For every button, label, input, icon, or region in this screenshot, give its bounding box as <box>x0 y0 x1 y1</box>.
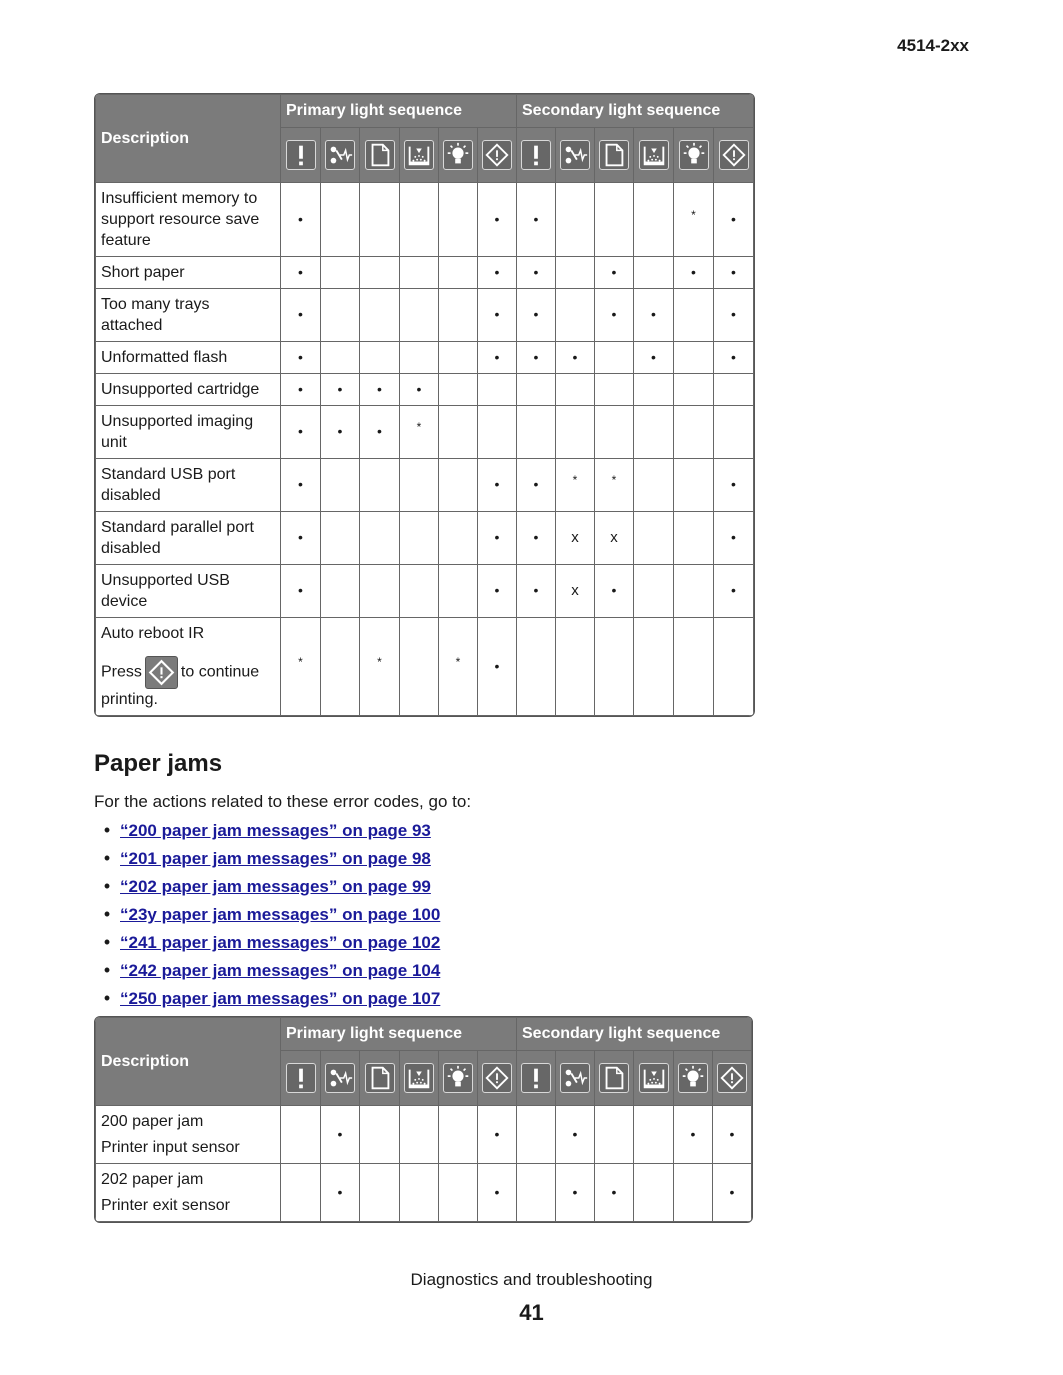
sequence-cell: • <box>478 459 517 512</box>
indicator-cell <box>517 128 556 183</box>
sequence-cell <box>360 1106 400 1164</box>
sequence-cell <box>634 183 674 257</box>
toner-icon <box>639 140 669 170</box>
indicator-cell <box>360 1051 400 1106</box>
sequence-cell <box>400 512 439 565</box>
start-icon <box>482 1063 512 1093</box>
indicator-cell <box>674 128 714 183</box>
sequence-cell: • <box>556 342 595 374</box>
description-header: Description <box>96 1018 281 1106</box>
sequence-cell <box>400 459 439 512</box>
supplies-icon <box>325 1063 355 1093</box>
indicator-cell <box>478 128 517 183</box>
sequence-cell <box>556 289 595 342</box>
sequence-cell <box>634 618 674 716</box>
sequence-cell: • <box>478 1164 517 1222</box>
sequence-cell <box>360 512 400 565</box>
indicator-cell <box>634 1051 674 1106</box>
press-text: Press <box>101 663 142 681</box>
bullet: • <box>103 876 111 896</box>
paper-jam-link[interactable]: “201 paper jam messages” on page 98 <box>120 849 431 868</box>
sequence-cell <box>517 1106 556 1164</box>
bullet: • <box>103 904 111 924</box>
supplies-icon <box>325 140 355 170</box>
sequence-cell: • <box>517 183 556 257</box>
indicator-cell <box>714 128 754 183</box>
sequence-cell: • <box>478 565 517 618</box>
sequence-cell <box>281 1164 321 1222</box>
sequence-cell <box>321 618 360 716</box>
sequence-cell <box>634 257 674 289</box>
sequence-cell <box>439 257 478 289</box>
sequence-cell <box>439 342 478 374</box>
table-row <box>96 406 754 459</box>
table-row <box>96 618 754 716</box>
bullet: • <box>103 848 111 868</box>
light-icon <box>443 140 473 170</box>
sequence-cell <box>517 1164 556 1222</box>
row-description: Standard USB port disabled <box>96 459 281 512</box>
sequence-cell: * <box>556 459 595 512</box>
table-row <box>96 459 754 512</box>
paper-icon <box>365 140 395 170</box>
indicator-cell <box>556 1051 595 1106</box>
sequence-cell: • <box>517 459 556 512</box>
list-item <box>94 986 440 1014</box>
sequence-cell <box>400 342 439 374</box>
sequence-cell <box>634 374 674 406</box>
sequence-cell <box>439 406 478 459</box>
indicator-cell <box>439 128 478 183</box>
sequence-cell <box>321 289 360 342</box>
sequence-cell <box>439 1106 478 1164</box>
row-description <box>96 1106 281 1164</box>
indicator-cell <box>321 128 360 183</box>
sequence-cell: * <box>595 459 634 512</box>
sequence-cell <box>478 406 517 459</box>
indicator-cell <box>478 1051 517 1106</box>
row-description: Standard parallel port disabled <box>96 512 281 565</box>
sequence-cell: * <box>400 406 439 459</box>
sequence-cell: • <box>321 1106 360 1164</box>
bullet: • <box>103 932 111 952</box>
paper-jam-link[interactable]: “242 paper jam messages” on page 104 <box>120 961 441 980</box>
paper-jam-link[interactable]: “250 paper jam messages” on page 107 <box>120 989 441 1008</box>
sequence-cell: • <box>478 618 517 716</box>
exclamation-icon <box>521 140 551 170</box>
indicator-cell <box>595 1051 634 1106</box>
paper-icon <box>599 1063 629 1093</box>
paper-jam-link[interactable]: “200 paper jam messages” on page 93 <box>120 821 431 840</box>
sequence-cell: • <box>517 289 556 342</box>
sequence-cell <box>634 459 674 512</box>
indicator-cell <box>281 128 321 183</box>
list-item <box>94 818 440 846</box>
sequence-cell: • <box>714 565 754 618</box>
paper-jams-heading: Paper jams <box>94 750 223 777</box>
sequence-cell <box>360 342 400 374</box>
continue-text: to continue printing. <box>101 663 260 708</box>
indicator-cell <box>400 1051 439 1106</box>
exclamation-icon <box>286 140 316 170</box>
sequence-cell: • <box>321 374 360 406</box>
sequence-cell: • <box>517 565 556 618</box>
sequence-cell <box>674 406 714 459</box>
sequence-cell <box>714 406 754 459</box>
table-row <box>96 1164 752 1222</box>
bullet: • <box>103 820 111 840</box>
sequence-cell: • <box>595 1164 634 1222</box>
toner-icon <box>639 1063 669 1093</box>
sequence-cell <box>556 374 595 406</box>
sequence-cell <box>556 406 595 459</box>
sequence-cell <box>634 406 674 459</box>
table-row <box>96 183 754 257</box>
sequence-cell <box>400 183 439 257</box>
sequence-cell <box>674 512 714 565</box>
row-description: Unsupported imaging unit <box>96 406 281 459</box>
sequence-cell: x <box>595 512 634 565</box>
supplies-icon <box>560 1063 590 1093</box>
sequence-cell <box>634 512 674 565</box>
row-description: Unformatted flash <box>96 342 281 374</box>
sequence-cell: • <box>517 512 556 565</box>
light-icon <box>678 1063 708 1093</box>
sequence-cell: • <box>281 342 321 374</box>
indicator-cell <box>517 1051 556 1106</box>
sequence-cell <box>517 406 556 459</box>
sequence-cell <box>360 289 400 342</box>
sequence-cell: • <box>281 289 321 342</box>
secondary-header: Secondary light sequence <box>517 1018 752 1051</box>
sequence-cell: • <box>517 342 556 374</box>
sequence-cell: • <box>595 257 634 289</box>
sequence-cell <box>595 1106 634 1164</box>
row-description <box>96 618 281 716</box>
sequence-cell: • <box>478 1106 517 1164</box>
indicator-cell <box>634 128 674 183</box>
sequence-cell: • <box>517 257 556 289</box>
sequence-cell <box>634 1164 674 1222</box>
sequence-cell: • <box>595 565 634 618</box>
sequence-cell <box>360 459 400 512</box>
sequence-cell: • <box>714 342 754 374</box>
sequence-cell <box>674 459 714 512</box>
sequence-cell <box>360 257 400 289</box>
table-row <box>96 1106 752 1164</box>
paper-jams-intro: For the actions related to these error codes, go to: <box>94 792 472 811</box>
indicator-cell <box>713 1051 752 1106</box>
sequence-cell <box>400 565 439 618</box>
table-row <box>96 342 754 374</box>
sequence-cell <box>321 342 360 374</box>
sequence-cell: • <box>674 257 714 289</box>
sequence-cell <box>595 183 634 257</box>
sequence-cell: • <box>360 374 400 406</box>
sequence-cell: • <box>713 1106 752 1164</box>
paper-icon <box>365 1063 395 1093</box>
paper-jam-link[interactable]: “23y paper jam messages” on page 100 <box>120 905 441 924</box>
sequence-cell: • <box>634 342 674 374</box>
table-row <box>96 512 754 565</box>
toner-icon <box>404 1063 434 1093</box>
sequence-cell <box>595 342 634 374</box>
sequence-cell <box>634 565 674 618</box>
sequence-cell <box>360 565 400 618</box>
bullet: • <box>103 988 111 1008</box>
sequence-cell: • <box>714 257 754 289</box>
sequence-cell <box>400 618 439 716</box>
sequence-cell: * <box>281 618 321 716</box>
sequence-cell <box>439 512 478 565</box>
indicator-cell <box>321 1051 360 1106</box>
sequence-cell <box>439 1164 478 1222</box>
table-row <box>96 374 754 406</box>
row-description: Short paper <box>96 257 281 289</box>
sequence-cell <box>595 374 634 406</box>
sequence-cell: • <box>714 183 754 257</box>
sequence-cell <box>439 565 478 618</box>
table-row <box>96 289 754 342</box>
row-description: Unsupported USB device <box>96 565 281 618</box>
jam-sensor: Printer exit sensor <box>101 1197 230 1214</box>
start-icon <box>145 656 178 689</box>
list-item <box>94 846 440 874</box>
bullet: • <box>103 960 111 980</box>
sequence-cell: • <box>360 406 400 459</box>
sequence-cell <box>478 374 517 406</box>
sequence-cell <box>360 183 400 257</box>
sequence-cell <box>714 374 754 406</box>
sequence-cell <box>400 1164 439 1222</box>
sequence-cell: • <box>478 289 517 342</box>
sequence-cell <box>321 459 360 512</box>
sequence-cell: • <box>478 512 517 565</box>
sequence-cell <box>556 257 595 289</box>
toner-icon <box>404 140 434 170</box>
sequence-cell: • <box>478 342 517 374</box>
sequence-cell: • <box>400 374 439 406</box>
sequence-cell: x <box>556 565 595 618</box>
exclamation-icon <box>521 1063 551 1093</box>
sequence-cell: • <box>478 183 517 257</box>
sequence-cell <box>439 183 478 257</box>
sequence-cell: * <box>439 618 478 716</box>
model-number: 4514-2xx <box>897 36 969 55</box>
list-item <box>94 930 440 958</box>
sequence-cell <box>674 342 714 374</box>
row-description: Unsupported cartridge <box>96 374 281 406</box>
list-item <box>94 902 440 930</box>
jam-sensor: Printer input sensor <box>101 1139 240 1156</box>
paper-jam-link[interactable]: “241 paper jam messages” on page 102 <box>120 933 441 952</box>
start-icon <box>482 140 512 170</box>
light-icon <box>679 140 709 170</box>
sequence-cell: • <box>595 289 634 342</box>
sequence-cell: • <box>713 1164 752 1222</box>
row-description <box>96 1164 281 1222</box>
secondary-header: Secondary light sequence <box>517 95 754 128</box>
supplies-icon <box>560 140 590 170</box>
sequence-cell: * <box>360 618 400 716</box>
sequence-cell <box>439 289 478 342</box>
sequence-cell <box>439 374 478 406</box>
sequence-cell: • <box>714 512 754 565</box>
sequence-cell: • <box>714 289 754 342</box>
sequence-cell <box>556 618 595 716</box>
description-header: Description <box>96 95 281 183</box>
light-sequence-table-1 <box>94 93 755 717</box>
start-icon <box>719 140 749 170</box>
sequence-cell <box>281 1106 321 1164</box>
sequence-cell <box>674 289 714 342</box>
sequence-cell: x <box>556 512 595 565</box>
indicator-cell <box>439 1051 478 1106</box>
sequence-cell <box>556 183 595 257</box>
sequence-cell: • <box>321 1164 360 1222</box>
sequence-cell: • <box>281 183 321 257</box>
footer-section: Diagnostics and troubleshooting <box>410 1270 653 1289</box>
sequence-cell: • <box>281 257 321 289</box>
sequence-cell <box>595 618 634 716</box>
sequence-cell <box>439 459 478 512</box>
indicator-cell <box>595 128 634 183</box>
sequence-cell: • <box>281 565 321 618</box>
paper-jam-links <box>94 818 440 1014</box>
light-sequence-table-2 <box>94 1016 753 1223</box>
auto-reboot-title: Auto reboot IR <box>101 625 205 642</box>
paper-icon <box>599 140 629 170</box>
sequence-cell <box>714 618 754 716</box>
sequence-cell <box>674 1164 713 1222</box>
start-icon <box>717 1063 747 1093</box>
sequence-cell: • <box>714 459 754 512</box>
indicator-cell <box>360 128 400 183</box>
sequence-cell <box>321 257 360 289</box>
sequence-cell <box>517 618 556 716</box>
page-number: 41 <box>519 1300 544 1325</box>
sequence-cell <box>400 1106 439 1164</box>
sequence-cell: • <box>478 257 517 289</box>
sequence-cell <box>674 565 714 618</box>
sequence-cell: • <box>634 289 674 342</box>
exclamation-icon <box>286 1063 316 1093</box>
indicator-cell <box>556 128 595 183</box>
sequence-cell: • <box>281 459 321 512</box>
sequence-cell <box>321 512 360 565</box>
sequence-cell <box>595 406 634 459</box>
primary-header: Primary light sequence <box>281 1018 517 1051</box>
jam-code: 202 paper jam <box>101 1171 204 1188</box>
list-item <box>94 958 440 986</box>
sequence-cell: • <box>281 512 321 565</box>
sequence-cell: • <box>281 374 321 406</box>
sequence-cell: • <box>556 1164 595 1222</box>
sequence-cell <box>674 618 714 716</box>
light-icon <box>443 1063 473 1093</box>
indicator-cell <box>674 1051 713 1106</box>
indicator-cell <box>281 1051 321 1106</box>
sequence-cell <box>321 183 360 257</box>
row-description: Too many trays attached <box>96 289 281 342</box>
sequence-cell: • <box>281 406 321 459</box>
sequence-cell <box>400 289 439 342</box>
paper-jam-link[interactable]: “202 paper jam messages” on page 99 <box>120 877 431 896</box>
sequence-cell <box>634 1106 674 1164</box>
jam-code: 200 paper jam <box>101 1113 204 1130</box>
sequence-cell <box>360 1164 400 1222</box>
sequence-cell: • <box>556 1106 595 1164</box>
sequence-cell: • <box>321 406 360 459</box>
sequence-cell <box>517 374 556 406</box>
primary-header: Primary light sequence <box>281 95 517 128</box>
sequence-cell: • <box>674 1106 713 1164</box>
sequence-cell <box>400 257 439 289</box>
sequence-cell <box>674 374 714 406</box>
sequence-cell: * <box>674 183 714 257</box>
indicator-cell <box>400 128 439 183</box>
row-description: Insufficient memory to support resource save feature <box>96 183 281 257</box>
table-row <box>96 257 754 289</box>
sequence-cell <box>321 565 360 618</box>
list-item <box>94 874 440 902</box>
table-row <box>96 565 754 618</box>
